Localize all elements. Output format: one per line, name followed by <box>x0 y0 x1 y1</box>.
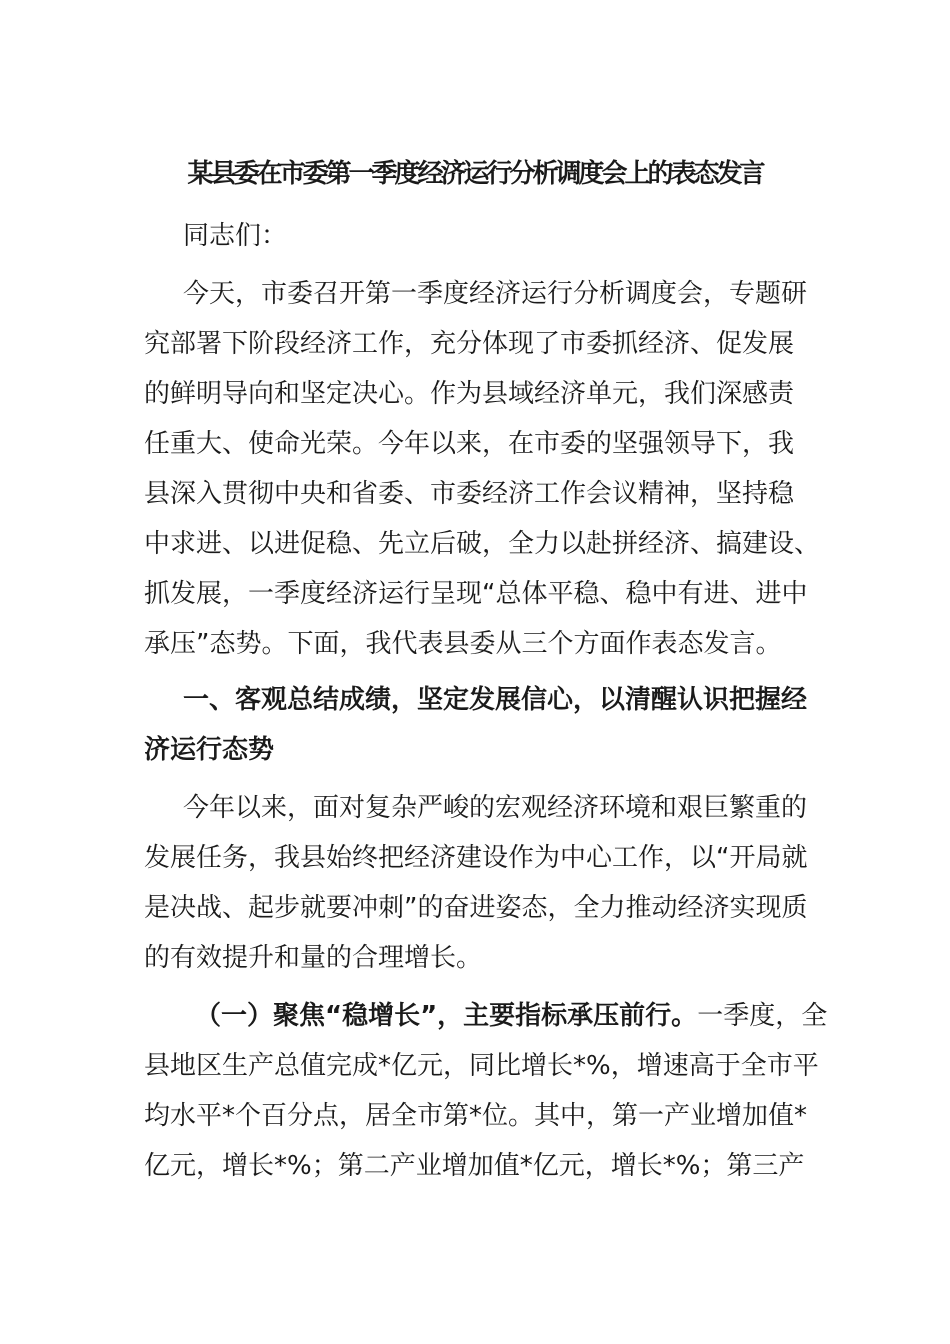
paragraph-line: 任重大、使命光荣。今年以来，在市委的坚强领导下，我 <box>144 429 795 459</box>
paragraph-line: 抓发展，一季度经济运行呈现“总体平稳、稳中有进、进中 <box>144 579 808 609</box>
paragraph-line: 承压”态势。下面，我代表县委从三个方面作表态发言。 <box>144 629 782 659</box>
subsection-heading: （一）聚焦“稳增长”，主要指标承压前行。 <box>195 1001 698 1031</box>
salutation: 同志们： <box>183 221 288 251</box>
paragraph-line: 今年以来，面对复杂严峻的宏观经济环境和艰巨繁重的 <box>183 793 808 823</box>
paragraph-line: 的鲜明导向和坚定决心。作为县域经济单元，我们深感责 <box>144 379 795 409</box>
paragraph-line: 县地区生产总值完成*亿元，同比增长*%，增速高于全市平 <box>144 1051 819 1081</box>
paragraph-line: 均水平*个百分点，居全市第*位。其中，第一产业增加值* <box>144 1101 808 1131</box>
subsection-first-line <box>195 996 827 1036</box>
document-title: 某县委在市委第一季度经济运行分析调度会上的表态发言 <box>187 159 763 189</box>
paragraph-line: 是决战、起步就要冲刺”的奋进姿态，全力推动经济实现质 <box>144 893 808 923</box>
paragraph-line: 发展任务，我县始终把经济建设作为中心工作，以“开局就 <box>144 843 808 873</box>
subsection-text: 一季度，全 <box>697 1001 828 1031</box>
paragraph-line: 究部署下阶段经济工作，充分体现了市委抓经济、促发展 <box>144 329 795 359</box>
paragraph-line: 的有效提升和量的合理增长。 <box>144 943 483 973</box>
paragraph-line: 今天，市委召开第一季度经济运行分析调度会，专题研 <box>183 279 808 309</box>
paragraph-line: 县深入贯彻中央和省委、市委经济工作会议精神，坚持稳 <box>144 479 795 509</box>
paragraph-line: 中求进、以进促稳、先立后破，全力以赴拼经济、搞建设、 <box>144 529 821 559</box>
heading-line: 一、客观总结成绩，坚定发展信心，以清醒认识把握经 <box>183 685 808 715</box>
paragraph-line: 亿元，增长*%；第二产业增加值*亿元，增长*%；第三产 <box>144 1151 805 1181</box>
heading-line: 济运行态势 <box>144 735 275 765</box>
